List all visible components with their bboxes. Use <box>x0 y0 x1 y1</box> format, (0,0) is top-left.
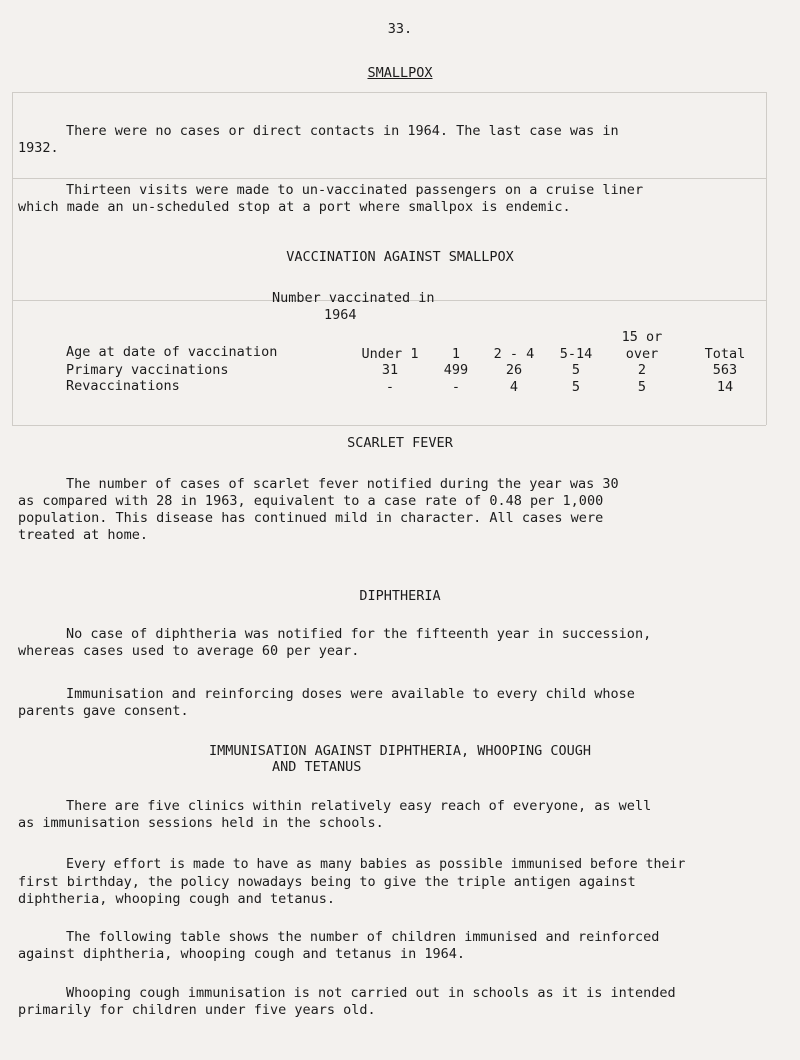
smallpox-heading: SMALLPOX <box>367 65 433 81</box>
cell-15-over: 2 <box>637 362 647 378</box>
scarlet-fever-line-4: treated at home. <box>18 527 149 543</box>
cell-1: - <box>451 379 461 395</box>
immunisation-paragraph-3-line-1: The following table shows the number of children immunised and reinforced <box>66 929 660 945</box>
immunisation-paragraph-1-line-2: as immunisation sessions held in the schools. <box>18 815 384 831</box>
diphtheria-paragraph-2-line-1: Immunisation and reinforcing doses were available to every child whose <box>66 686 635 702</box>
vaccination-subheading-line-2: 1964 <box>324 307 357 323</box>
cell-5-14: 5 <box>571 362 581 378</box>
ghost-table-border <box>12 425 766 426</box>
cell-1: 499 <box>443 362 469 378</box>
immunisation-paragraph-3-line-2: against diphtheria, whooping cough and tetanus in 1964. <box>18 946 466 962</box>
cell-total: 563 <box>712 362 738 378</box>
smallpox-paragraph-1-line-2: 1932. <box>18 140 59 156</box>
vaccination-col-over: over <box>625 346 659 362</box>
scarlet-fever-line-3: population. This disease has continued mild in character. All cases were <box>18 510 604 526</box>
immunisation-paragraph-2-line-1: Every effort is made to have as many babies as possible immunised before their <box>66 857 686 872</box>
immunisation-heading-line-2: AND TETANUS <box>272 759 362 775</box>
cell-2-4: 4 <box>509 379 519 395</box>
row-label: Revaccinations <box>66 378 180 394</box>
immunisation-paragraph-4-line-1: Whooping cough immunisation is not carried out in schools as it is intended <box>66 985 676 1001</box>
diphtheria-heading: DIPHTHERIA <box>359 588 441 604</box>
smallpox-paragraph-2-line-2: which made an un-scheduled stop at a port where smallpox is endemic. <box>18 199 571 215</box>
cell-5-14: 5 <box>571 379 581 395</box>
cell-under-1: - <box>385 379 395 395</box>
smallpox-paragraph-2-line-1: Thirteen visits were made to un-vaccinated passengers on a cruise liner <box>66 182 644 198</box>
vaccination-col-5-14: 5-14 <box>559 346 593 362</box>
vaccination-col-under-1: Under 1 <box>361 346 419 362</box>
immunisation-paragraph-2-line-2: first birthday, the policy nowadays being to give the triple antigen against <box>18 874 636 890</box>
scarlet-fever-line-2: as compared with 28 in 1963, equivalent to a case rate of 0.48 per 1,000 <box>18 493 604 509</box>
immunisation-paragraph-1-line-1: There are five clinics within relatively easy reach of everyone, as well <box>66 798 652 814</box>
vaccination-col-1: 1 <box>451 346 461 362</box>
scarlet-fever-heading: SCARLET FEVER <box>347 435 453 451</box>
vaccination-heading: VACCINATION AGAINST SMALLPOX <box>286 249 514 265</box>
ghost-table-border <box>12 178 766 179</box>
diphtheria-paragraph-1-line-1: No case of diphtheria was notified for the fifteenth year in succession, <box>66 626 652 642</box>
scarlet-fever-line-1: The number of cases of scarlet fever notified during the year was 30 <box>66 476 619 492</box>
vaccination-row-header: Age at date of vaccination <box>66 344 278 360</box>
page-number: 33. <box>387 21 413 37</box>
vaccination-col-2-4: 2 - 4 <box>493 346 535 362</box>
vaccination-col-total: Total <box>704 346 746 362</box>
immunisation-heading-line-1: IMMUNISATION AGAINST DIPHTHERIA, WHOOPING COUGH <box>208 743 591 759</box>
cell-under-1: 31 <box>381 362 399 378</box>
cell-2-4: 26 <box>505 362 523 378</box>
immunisation-paragraph-2-line-3: diphtheria, whooping cough and tetanus. <box>18 891 335 907</box>
smallpox-paragraph-1-line-1: There were no cases or direct contacts in 1964. The last case was in <box>66 123 619 139</box>
vaccination-subheading-line-1: Number vaccinated in <box>272 290 435 306</box>
cell-total: 14 <box>716 379 734 395</box>
immunisation-paragraph-4-line-2: primarily for children under five years old. <box>18 1002 376 1018</box>
cell-15-over: 5 <box>637 379 647 395</box>
diphtheria-paragraph-2-line-2: parents gave consent. <box>18 703 189 719</box>
row-label: Primary vaccinations <box>66 362 229 378</box>
ghost-table-border <box>12 92 766 93</box>
diphtheria-paragraph-1-line-2: whereas cases used to average 60 per year. <box>18 643 360 659</box>
vaccination-col-15-or: 15 or <box>621 329 663 345</box>
